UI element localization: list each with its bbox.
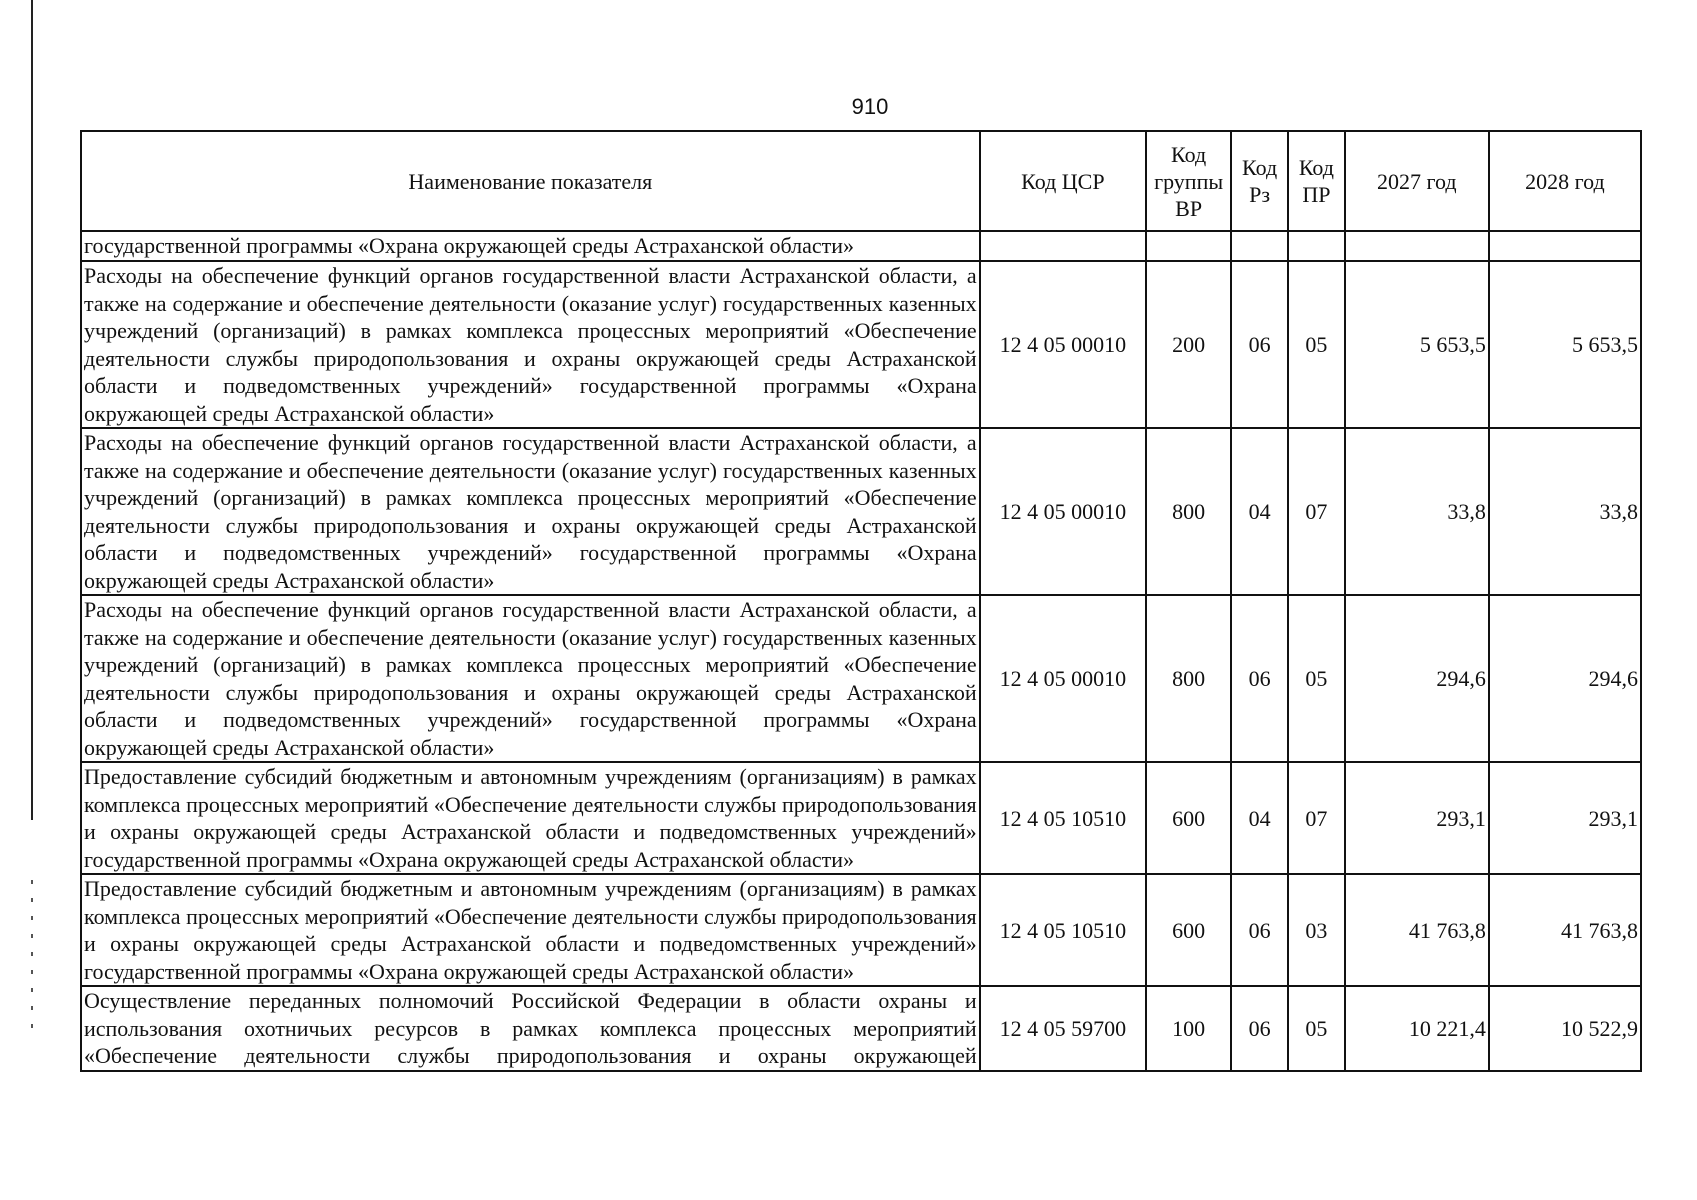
row-pr: 07: [1288, 762, 1345, 874]
page-number: 910: [851, 94, 889, 119]
row-pr: 07: [1288, 428, 1345, 595]
row-2027: 10 221,4: [1345, 986, 1489, 1071]
table-header-row: [81, 131, 1641, 231]
empty-cell: [980, 231, 1146, 261]
row-vr: 100: [1146, 986, 1231, 1071]
table-row: [81, 261, 1641, 428]
row-csr: 12 4 05 00010: [980, 428, 1146, 595]
row-2028: 5 653,5: [1489, 261, 1641, 428]
row-2028: 294,6: [1489, 595, 1641, 762]
row-csr: 12 4 05 59700: [980, 986, 1146, 1071]
row-rz: 04: [1231, 428, 1288, 595]
row-name: Расходы на обеспечение функций органов государственной власти Астраханской области, а также на содержание и обеспечение деятельности (оказание услуг) государственных казенных учреждений (организаций) в рамках комплекса процессных мероприятий «Обеспечение деятельности службы природопользования и охраны окружающей среды Астраханской области и подведомственных учреждений» государственной программы «Охрана окружающей среды Астраханской области»: [81, 261, 980, 428]
header-pr: Код ПР: [1288, 131, 1345, 231]
row-pr: 05: [1288, 595, 1345, 762]
row-2027: 293,1: [1345, 762, 1489, 874]
row-2027: 41 763,8: [1345, 874, 1489, 986]
empty-cell: [1345, 231, 1489, 261]
row-csr: 12 4 05 10510: [980, 874, 1146, 986]
left-margin-dots: [31, 880, 33, 1040]
header-2027: 2027 год: [1345, 131, 1489, 231]
row-2028: 41 763,8: [1489, 874, 1641, 986]
header-rz: Код Рз: [1231, 131, 1288, 231]
row-rz: 06: [1231, 874, 1288, 986]
row-name: Осуществление переданных полномочий Российской Федерации в области охраны и использования охотничьих ресурсов в рамках комплекса процессных мероприятий «Обеспечение деятельности службы природопользования и охраны окружающей: [81, 986, 980, 1071]
table-row: [81, 874, 1641, 986]
table-row: [81, 986, 1641, 1071]
left-margin-line: [31, 0, 33, 820]
row-vr: 600: [1146, 874, 1231, 986]
row-vr: 600: [1146, 762, 1231, 874]
row-2028: 293,1: [1489, 762, 1641, 874]
table-row: [81, 595, 1641, 762]
row-vr: 200: [1146, 261, 1231, 428]
row-rz: 06: [1231, 595, 1288, 762]
empty-cell: [1489, 231, 1641, 261]
row-rz: 06: [1231, 986, 1288, 1071]
row-2027: 294,6: [1345, 595, 1489, 762]
row-rz: 04: [1231, 762, 1288, 874]
continuation-text: государственной программы «Охрана окружающей среды Астраханской области»: [81, 231, 980, 261]
header-name: Наименование показателя: [81, 131, 980, 231]
row-vr: 800: [1146, 595, 1231, 762]
row-rz: 06: [1231, 261, 1288, 428]
row-csr: 12 4 05 00010: [980, 595, 1146, 762]
header-vr: Код группы ВР: [1146, 131, 1231, 231]
row-pr: 05: [1288, 986, 1345, 1071]
row-csr: 12 4 05 00010: [980, 261, 1146, 428]
table-row-continuation: [81, 231, 1641, 261]
table-row: [81, 762, 1641, 874]
row-2027: 5 653,5: [1345, 261, 1489, 428]
row-vr: 800: [1146, 428, 1231, 595]
header-csr: Код ЦСР: [980, 131, 1146, 231]
row-pr: 03: [1288, 874, 1345, 986]
empty-cell: [1288, 231, 1345, 261]
row-2028: 33,8: [1489, 428, 1641, 595]
row-pr: 05: [1288, 261, 1345, 428]
row-name: Предоставление субсидий бюджетным и автономным учреждениям (организациям) в рамках комплекса процессных мероприятий «Обеспечение деятельности службы природопользования и охраны окружающей среды Астраханской области и подведомственных учреждений» государственной программы «Охрана окружающей среды Астраханской области»: [81, 762, 980, 874]
empty-cell: [1146, 231, 1231, 261]
row-2027: 33,8: [1345, 428, 1489, 595]
empty-cell: [1231, 231, 1288, 261]
budget-table: [80, 130, 1642, 1072]
row-2028: 10 522,9: [1489, 986, 1641, 1071]
row-name: Расходы на обеспечение функций органов государственной власти Астраханской области, а также на содержание и обеспечение деятельности (оказание услуг) государственных казенных учреждений (организаций) в рамках комплекса процессных мероприятий «Обеспечение деятельности службы природопользования и охраны окружающей среды Астраханской области и подведомственных учреждений» государственной программы «Охрана окружающей среды Астраханской области»: [81, 595, 980, 762]
row-csr: 12 4 05 10510: [980, 762, 1146, 874]
row-name: Предоставление субсидий бюджетным и автономным учреждениям (организациям) в рамках комплекса процессных мероприятий «Обеспечение деятельности службы природопользования и охраны окружающей среды Астраханской области и подведомственных учреждений» государственной программы «Охрана окружающей среды Астраханской области»: [81, 874, 980, 986]
table-row: [81, 428, 1641, 595]
row-name: Расходы на обеспечение функций органов государственной власти Астраханской области, а также на содержание и обеспечение деятельности (оказание услуг) государственных казенных учреждений (организаций) в рамках комплекса процессных мероприятий «Обеспечение деятельности службы природопользования и охраны окружающей среды Астраханской области и подведомственных учреждений» государственной программы «Охрана окружающей среды Астраханской области»: [81, 428, 980, 595]
header-2028: 2028 год: [1489, 131, 1641, 231]
